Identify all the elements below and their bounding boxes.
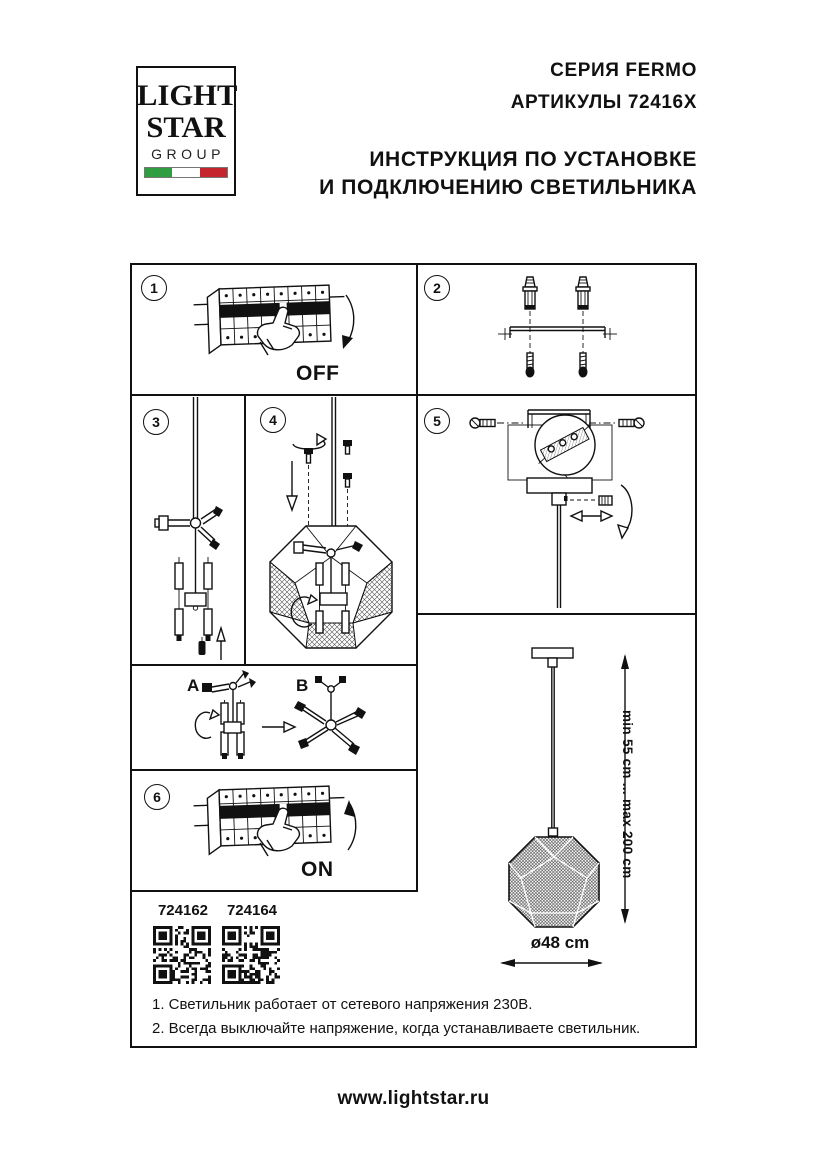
breaker-off-illustration bbox=[132, 265, 415, 392]
spider-bracket-icon bbox=[155, 506, 223, 550]
screw-icon bbox=[526, 353, 535, 378]
screw-icon bbox=[579, 353, 588, 378]
product-code-1: 724162 bbox=[157, 902, 209, 919]
step-1-number: 1 bbox=[150, 280, 158, 296]
folded-arms-icon bbox=[175, 557, 212, 641]
diameter-dimension-arrow bbox=[500, 959, 603, 967]
flag-green-stripe bbox=[145, 168, 172, 177]
breaker-on-illustration bbox=[132, 772, 415, 888]
arrow-right-icon bbox=[262, 722, 295, 732]
grid-line bbox=[244, 395, 246, 665]
set-screw-icon bbox=[570, 496, 612, 505]
step-4-number: 4 bbox=[269, 412, 277, 428]
halogen-bulb-icon bbox=[199, 637, 206, 655]
flag-white-stripe bbox=[172, 168, 199, 177]
variant-a-label: A bbox=[187, 676, 200, 695]
step-5-number: 5 bbox=[433, 413, 441, 429]
screw-icon bbox=[470, 418, 525, 428]
safety-notes bbox=[152, 993, 640, 1041]
grid-line bbox=[416, 613, 697, 615]
slide-arrow-icon bbox=[571, 511, 612, 521]
grid-line bbox=[130, 769, 418, 771]
page-title bbox=[319, 146, 697, 202]
shade-assembly-illustration bbox=[247, 397, 414, 663]
step-3-number: 3 bbox=[152, 414, 160, 430]
on-label: ON bbox=[301, 858, 334, 881]
rotate-arrow-icon bbox=[293, 434, 326, 449]
lightstar-logo bbox=[136, 66, 236, 196]
page-title-line2: И ПОДКЛЮЧЕНИЮ СВЕТИЛЬНИКА bbox=[319, 176, 697, 199]
arrow-down-icon bbox=[342, 295, 354, 349]
mounting-bracket-icon bbox=[498, 327, 617, 340]
screw-icon bbox=[589, 418, 644, 428]
arrow-down-icon bbox=[287, 461, 297, 510]
mesh-shade-icon bbox=[509, 837, 599, 927]
diameter-label: ø48 cm bbox=[530, 933, 590, 952]
step-6-number: 6 bbox=[153, 789, 161, 805]
arrow-up-icon bbox=[344, 800, 356, 850]
height-range-label: min 55 cm ... max 200 cm bbox=[620, 710, 635, 879]
rotate-arrow-icon bbox=[618, 485, 632, 538]
page-title-line1: ИНСТРУКЦИЯ ПО УСТАНОВКЕ bbox=[369, 148, 697, 171]
product-code-2: 724164 bbox=[226, 902, 278, 919]
off-label: OFF bbox=[296, 362, 340, 385]
logo-word-light: LIGHT bbox=[137, 79, 238, 112]
logo-word-group: GROUP bbox=[151, 146, 225, 162]
step-2-number: 2 bbox=[433, 280, 441, 296]
article-number: АРТИКУЛЫ 72416X bbox=[510, 92, 697, 113]
variant-b-label: B bbox=[296, 676, 309, 695]
note-line: 2. Всегда выключайте напряжение, когда устанавливаете светильник. bbox=[152, 1020, 641, 1037]
italian-flag-icon bbox=[144, 167, 228, 178]
mounting-hardware-illustration bbox=[419, 265, 695, 392]
series-title: СЕРИЯ FERMO bbox=[550, 60, 697, 81]
grid-line bbox=[130, 664, 418, 666]
grid-line bbox=[416, 263, 418, 891]
qr-code-icon bbox=[153, 926, 211, 984]
note-line: 1. Светильник работает от сетевого напряжения 230В. bbox=[152, 996, 533, 1013]
grid-line bbox=[130, 394, 697, 396]
arrow-up-icon bbox=[217, 628, 225, 660]
grid-line bbox=[130, 890, 418, 892]
rod-spider-illustration bbox=[132, 397, 243, 663]
wall-anchor-icon bbox=[523, 277, 537, 309]
flag-red-stripe bbox=[200, 168, 227, 177]
wall-anchor-icon bbox=[576, 277, 590, 309]
header bbox=[319, 60, 697, 202]
website-url: www.lightstar.ru bbox=[337, 1088, 490, 1109]
arms-folded-figure bbox=[195, 670, 256, 759]
arm-positions-illustration bbox=[132, 667, 415, 767]
logo-word-star: STAR bbox=[146, 111, 226, 144]
qr-code-icon bbox=[222, 926, 280, 984]
canopy-mounting-illustration bbox=[419, 397, 695, 611]
